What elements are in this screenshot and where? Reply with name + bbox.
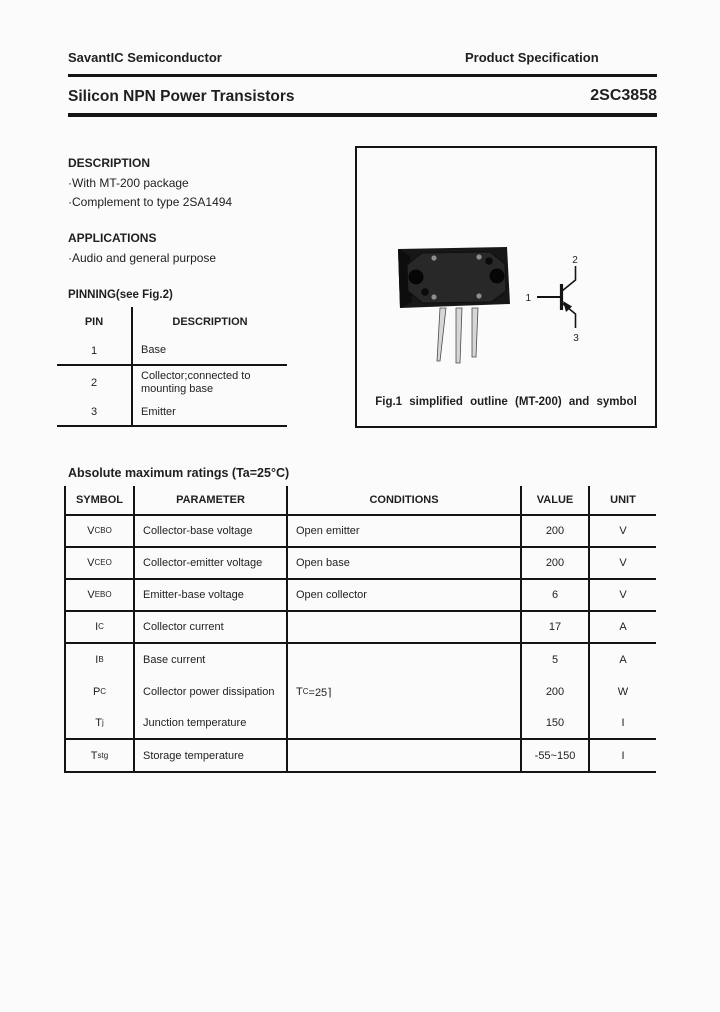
rating-parameter: Junction temperature bbox=[135, 708, 288, 740]
table-row bbox=[66, 740, 656, 773]
package-and-symbol-drawing bbox=[357, 148, 655, 426]
rating-value: 6 bbox=[522, 580, 590, 612]
header-rule-thin bbox=[68, 74, 657, 77]
pin-description: Collector;connected to mounting base bbox=[141, 370, 251, 395]
symbol-pin-emitter-label: 3 bbox=[573, 333, 579, 344]
rating-symbol: I C bbox=[66, 612, 135, 644]
ratings-table bbox=[64, 486, 656, 773]
pinning-heading-note: (see Fig.2) bbox=[115, 289, 173, 301]
ratings-header-row bbox=[66, 486, 656, 516]
rating-unit: W bbox=[617, 686, 629, 698]
rating-value: 200 bbox=[522, 516, 590, 548]
rating-value: 5 bbox=[522, 644, 590, 676]
rating-unit: I bbox=[590, 740, 656, 773]
rating-symbol: T j bbox=[66, 708, 135, 740]
table-row bbox=[57, 399, 287, 427]
table-row bbox=[66, 676, 656, 708]
pinning-col-pin: PIN bbox=[57, 307, 133, 337]
rating-parameter: Storage temperature bbox=[135, 740, 288, 773]
ratings-col-unit: UNIT bbox=[590, 486, 656, 516]
page-title: Silicon NPN Power Transistors bbox=[68, 88, 295, 105]
header-rule-thick bbox=[68, 113, 657, 117]
description-item: ·Complement to type 2SA1494 bbox=[68, 195, 233, 209]
rating-conditions: Open base bbox=[288, 548, 522, 580]
figure-box bbox=[355, 146, 657, 428]
rating-unit: V bbox=[590, 580, 656, 612]
pinning-heading bbox=[68, 289, 173, 301]
ratings-col-symbol: SYMBOL bbox=[66, 486, 135, 516]
table-row bbox=[57, 337, 287, 366]
rating-value: -55~150 bbox=[522, 740, 590, 773]
rating-parameter: Base current bbox=[135, 644, 288, 676]
table-row bbox=[66, 548, 656, 580]
ratings-col-conditions: CONDITIONS bbox=[288, 486, 522, 516]
rating-value: 200 bbox=[522, 548, 590, 580]
rating-conditions bbox=[288, 708, 522, 740]
doc-type-label: Product Specification bbox=[465, 50, 599, 65]
applications-item: ·Audio and general purpose bbox=[68, 251, 217, 265]
table-row bbox=[66, 644, 656, 676]
pin-description: Base bbox=[133, 337, 287, 366]
pinning-heading-main: PINNING bbox=[68, 289, 116, 301]
symbol-pin-collector-label: 2 bbox=[572, 255, 578, 266]
description-item: ·With MT-200 package bbox=[68, 176, 189, 190]
pin-number: 1 bbox=[57, 337, 133, 366]
rating-conditions: T C =25⌉ bbox=[288, 676, 522, 708]
pinning-col-description: DESCRIPTION bbox=[172, 315, 248, 328]
rating-value: 150 bbox=[522, 708, 590, 740]
table-row bbox=[66, 516, 656, 548]
rating-parameter: Collector-base voltage bbox=[135, 516, 288, 548]
rating-parameter: Collector-emitter voltage bbox=[135, 548, 288, 580]
table-row bbox=[66, 612, 656, 644]
rating-conditions: Open collector bbox=[288, 580, 522, 612]
part-number: 2SC3858 bbox=[590, 87, 657, 104]
rating-conditions bbox=[288, 612, 522, 644]
description-heading: DESCRIPTION bbox=[68, 156, 151, 170]
applications-heading: APPLICATIONS bbox=[68, 231, 157, 245]
package-outline-drawing bbox=[398, 247, 510, 363]
rating-conditions bbox=[288, 644, 522, 676]
rating-symbol: V EBO bbox=[66, 580, 135, 612]
rating-symbol: T stg bbox=[66, 740, 135, 773]
rating-symbol: I B bbox=[66, 644, 135, 676]
rating-value: 17 bbox=[522, 612, 590, 644]
pin-number: 2 bbox=[57, 366, 133, 399]
ratings-title: Absolute maximum ratings (Ta=25°C) bbox=[68, 466, 290, 480]
pin-number: 3 bbox=[57, 399, 133, 427]
rating-unit: V bbox=[590, 548, 656, 580]
rating-parameter: Collector current bbox=[135, 612, 288, 644]
ratings-col-value: VALUE bbox=[522, 486, 590, 516]
symbol-pin-base-label: 1 bbox=[525, 293, 531, 304]
rating-value: 200 bbox=[522, 676, 590, 708]
figure-caption: Fig.1 simplified outline (MT-200) and symbol bbox=[375, 396, 637, 408]
rating-symbol: P C bbox=[66, 676, 135, 708]
company-name: SavantIC Semiconductor bbox=[68, 50, 222, 65]
rating-parameter: Emitter-base voltage bbox=[135, 580, 288, 612]
rating-unit: V bbox=[590, 516, 656, 548]
pinning-table bbox=[57, 307, 287, 427]
table-row bbox=[66, 580, 656, 612]
rating-unit: A bbox=[590, 612, 656, 644]
table-row bbox=[57, 366, 287, 399]
rating-unit: I bbox=[590, 708, 656, 740]
table-row bbox=[66, 708, 656, 740]
ratings-col-parameter: PARAMETER bbox=[135, 486, 288, 516]
npn-symbol-drawing bbox=[537, 266, 576, 328]
pinning-header-row bbox=[57, 307, 287, 337]
rating-symbol: V CBO bbox=[66, 516, 135, 548]
rating-conditions: Open emitter bbox=[288, 516, 522, 548]
rating-conditions bbox=[288, 740, 522, 773]
rating-symbol: V CEO bbox=[66, 548, 135, 580]
pin-description: Emitter bbox=[133, 399, 287, 427]
rating-unit: A bbox=[619, 654, 627, 666]
rating-parameter: Collector power dissipation bbox=[135, 676, 288, 708]
